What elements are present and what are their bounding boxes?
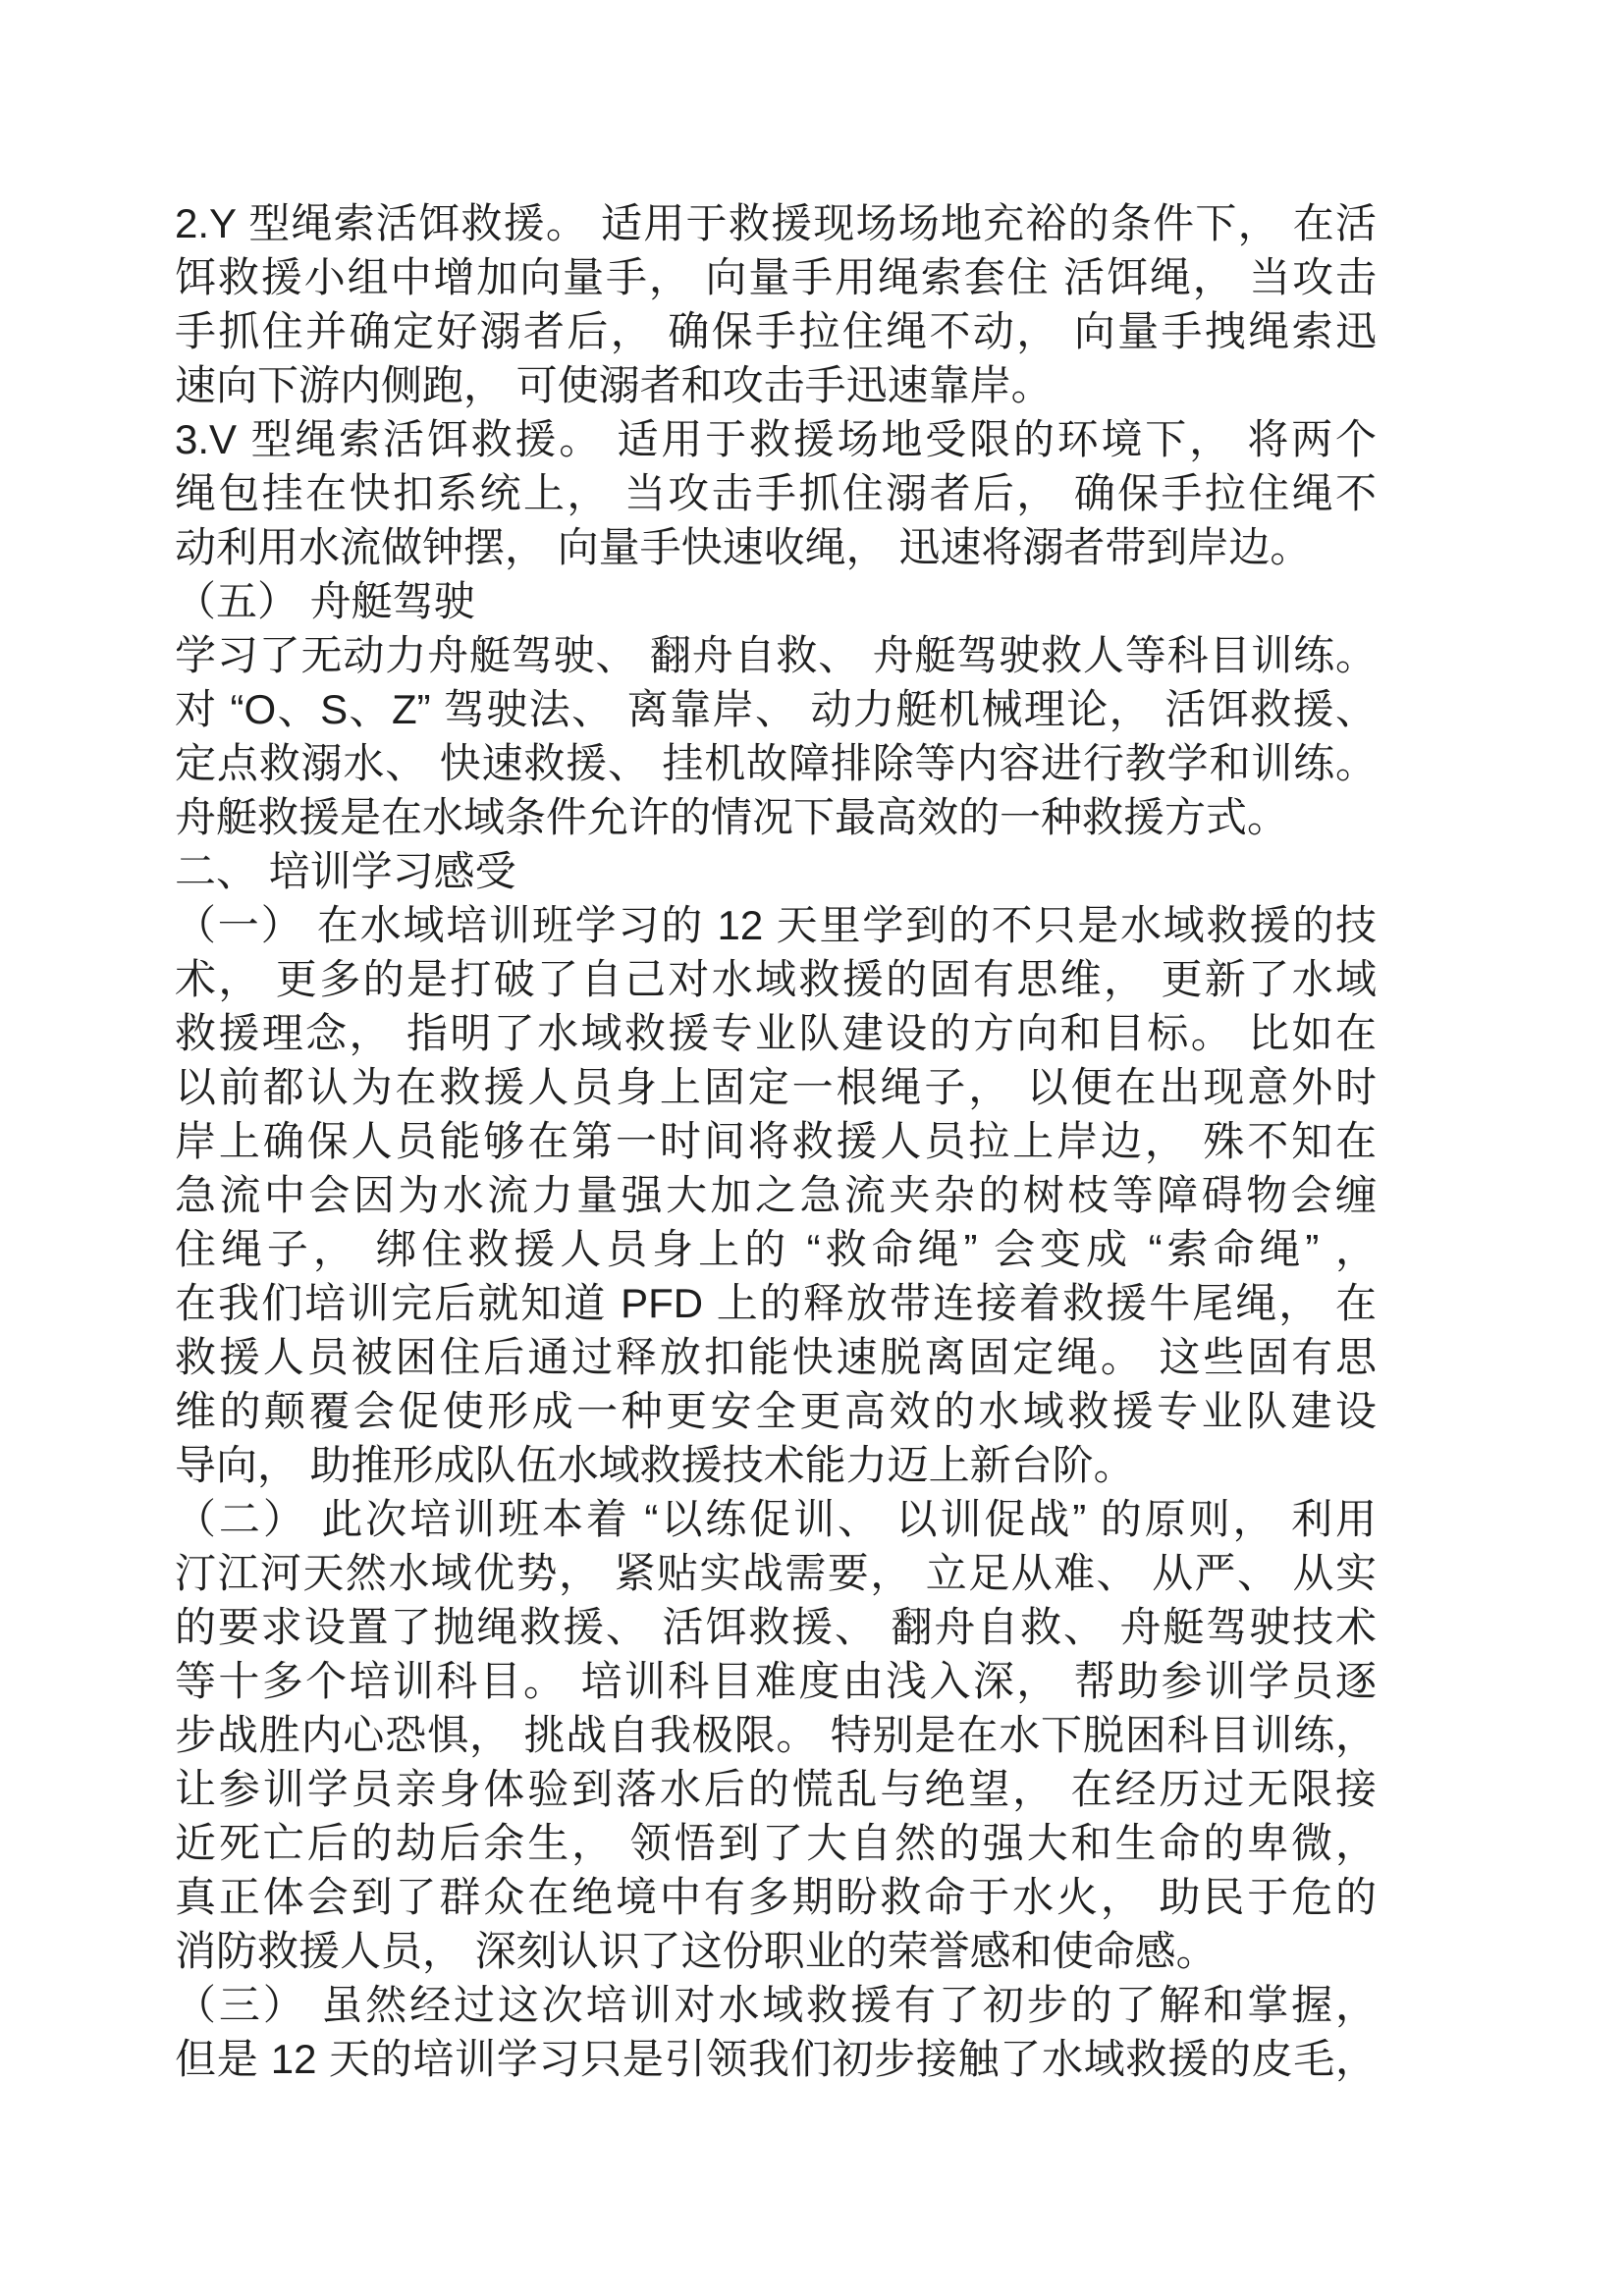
text-line: 绳包挂在快扣系统上， 当攻击手抓住溺者后， 确保手拉住绳不	[175, 470, 1377, 516]
text-line: 导向， 助推形成队伍水域救援技术能力迈上新台阶。	[175, 1442, 1135, 1488]
text-line: （二） 此次培训班本着 “以练促训、 以训促战” 的原则， 利用	[175, 1496, 1377, 1542]
text-line: 岸上确保人员能够在第一时间将救援人员拉上岸边， 殊不知在	[175, 1118, 1377, 1164]
text-line: 近死亡后的劫后余生， 领悟到了大自然的强大和生命的卑微，	[175, 1820, 1377, 1866]
text-line: 动利用水流做钟摆， 向量手快速收绳， 迅速将溺者带到岸边。	[175, 524, 1312, 570]
text-line: 在我们培训完后就知道 PFD 上的释放带连接着救援牛尾绳， 在	[175, 1280, 1377, 1326]
text-line: 舟艇救援是在水域条件允许的情况下最高效的一种救援方式。	[175, 794, 1289, 840]
text-line: 饵救援小组中增加向量手， 向量手用绳索套住 活饵绳， 当攻击	[175, 254, 1377, 300]
text-line: 真正体会到了群众在绝境中有多期盼救命于水火， 助民于危的	[175, 1874, 1377, 1920]
text-line: 定点救溺水、 快速救援、 挂机故障排除等内容进行教学和训练。	[175, 740, 1377, 786]
text-line: 等十多个培训科目。 培训科目难度由浅入深， 帮助参训学员逐	[175, 1658, 1377, 1704]
text-line: 让参训学员亲身体验到落水后的慌乱与绝望， 在经历过无限接	[175, 1766, 1377, 1812]
text-line: （一） 在水域培训班学习的 12 天里学到的不只是水域救援的技	[175, 902, 1377, 948]
text-line: 速向下游内侧跑， 可使溺者和攻击手迅速靠岸。	[175, 362, 1053, 408]
text-line: 的要求设置了抛绳救援、 活饵救援、 翻舟自救、 舟艇驾驶技术	[175, 1604, 1377, 1650]
text-line: 2.Y 型绳索活饵救援。 适用于救援现场场地充裕的条件下， 在活	[175, 200, 1377, 246]
text-line: 二、 培训学习感受	[175, 848, 516, 894]
text-line: 3.V 型绳索活饵救援。 适用于救援场地受限的环境下， 将两个	[175, 416, 1377, 462]
text-line: 以前都认为在救援人员身上固定一根绳子， 以便在出现意外时	[175, 1064, 1377, 1110]
text-line: 住绳子， 绑住救援人员身上的 “救命绳” 会变成 “索命绳” ，	[175, 1226, 1377, 1272]
text-line: 急流中会因为水流力量强大加之急流夹杂的树枝等障碍物会缠	[175, 1172, 1377, 1218]
text-line: 救援理念， 指明了水域救援专业队建设的方向和目标。 比如在	[175, 1010, 1377, 1056]
text-line: 汀江河天然水域优势， 紧贴实战需要， 立足从难、 从严、 从实	[175, 1550, 1377, 1596]
text-line: 但是 12 天的培训学习只是引领我们初步接触了水域救援的皮毛，	[175, 2036, 1377, 2082]
text-line: 维的颠覆会促使形成一种更安全更高效的水域救援专业队建设	[175, 1388, 1377, 1434]
text-line: 对 “O、S、Z” 驾驶法、 离靠岸、 动力艇机械理论， 活饵救援、	[175, 686, 1377, 732]
text-line: 消防救援人员， 深刻认识了这份职业的荣誉感和使命感。	[175, 1928, 1218, 1974]
text-line: （五） 舟艇驾驶	[175, 578, 475, 624]
text-line: 手抓住并确定好溺者后， 确保手拉住绳不动， 向量手拽绳索迅	[175, 308, 1377, 354]
text-line: 术， 更多的是打破了自己对水域救援的固有思维， 更新了水域	[175, 956, 1377, 1002]
text-line: （三） 虽然经过这次培训对水域救援有了初步的了解和掌握，	[175, 1982, 1377, 2028]
text-line: 救援人员被困住后通过释放扣能快速脱离固定绳。 这些固有思	[175, 1334, 1377, 1380]
text-block	[175, 196, 1377, 2086]
text-line: 步战胜内心恐惧， 挑战自我极限。 特别是在水下脱困科目训练，	[175, 1712, 1377, 1758]
text-line: 学习了无动力舟艇驾驶、 翻舟自救、 舟艇驾驶救人等科目训练。	[175, 632, 1377, 678]
